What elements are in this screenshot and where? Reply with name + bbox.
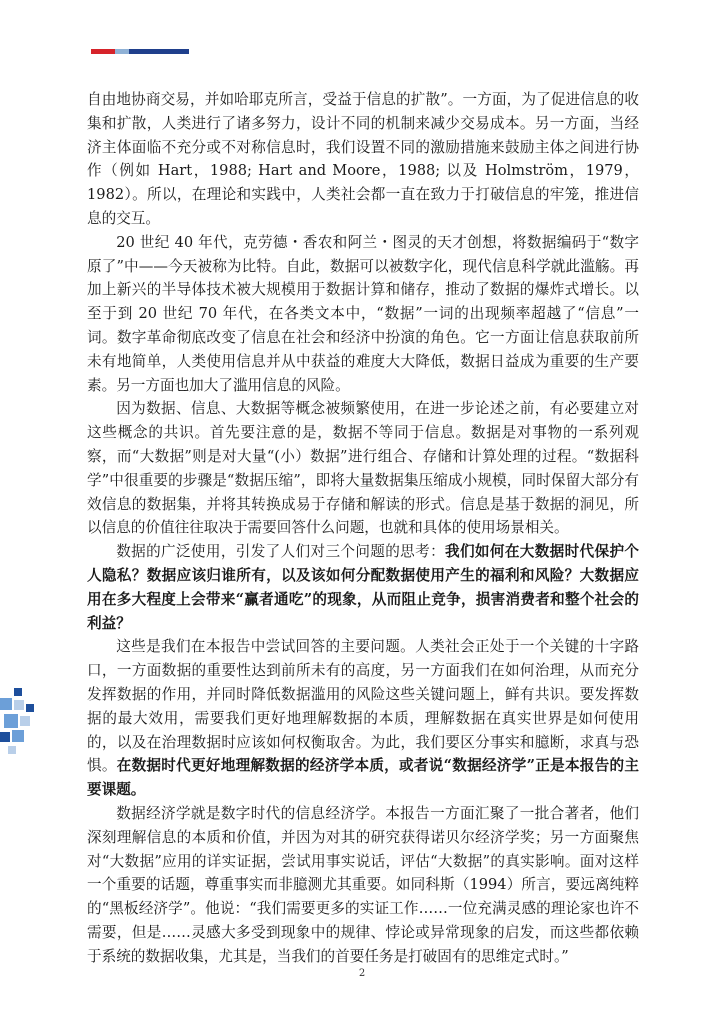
paragraph-run: 数据经济学就是数字时代的信息经济学。本报告一方面汇聚了一批合著者，他们深刻理解信息的本质和价值，并因为对其的研究获得诺贝尔经济学奖；另一方面聚焦对“大数据”应用的详实证据，尝试用事实说话，评估“大数据”的真实影响。面对这样一个重要的话题，尊重事实而非臆测尤其重要。如同科斯（1994）所言，要远离纯粹的“黑板经济学”。他说：“我们需要更多的实证工作……一位充满灵感的理论家也许不需要，但是……灵感大多受到现象中的规律、悖论或异常现象的启发，而这些都依赖于系统的数据收集，尤其是，当我们的首要任务是打破固有的思维定式时。” bbox=[87, 804, 639, 965]
paragraph-run: 这些是我们在本报告中尝试回答的主要问题。人类社会正处于一个关键的十字路口，一方面数据的重要性达到前所未有的高度，另一方面我们在如何治理，从而充分发挥数据的作用，并同时降低数据滥用的风险这些关键问题上，鲜有共识。要发挥数据的最大效用，需要我们更好地理解数据的本质，理解数据在真实世界是如何使用的，以及在治理数据时应该如何权衡取舍。为此，我们要区分事实和臆断，求真与恐惧。 bbox=[87, 638, 639, 775]
paragraph-1 bbox=[87, 88, 639, 231]
mosaic-square bbox=[4, 714, 18, 728]
paragraph-run-bold: 在数据时代更好地理解数据的经济学本质，或者说“数据经济学”正是本报告的主要课题。 bbox=[87, 757, 639, 799]
body-text bbox=[87, 88, 639, 968]
mosaic-square bbox=[14, 700, 24, 710]
margin-mosaic-decoration bbox=[0, 688, 40, 778]
paragraph-run: 自由地协商交易，并如哈耶克所言，受益于信息的扩散”。一方面，为了促进信息的收集和扩散，人类进行了诸多努力，设计不同的机制来减少交易成本。另一方面，当经济主体面临不充分或不对称信息时，我们设置不同的激励措施来鼓励主体之间进行协作（例如 Hart，1988; Hart and Moore，1988; 以及 Holmström，1979，1982）。所以，在理论和实践中，人类社会都一直在致力于打破信息的牢笼，推进信息的交互。 bbox=[87, 91, 639, 227]
mosaic-square bbox=[0, 732, 10, 742]
mosaic-square bbox=[14, 688, 22, 696]
mosaic-square bbox=[8, 746, 16, 754]
accent-bar-navy bbox=[129, 49, 189, 54]
paragraph-2 bbox=[87, 231, 639, 398]
mosaic-square bbox=[20, 716, 30, 726]
page-number: 2 bbox=[358, 968, 366, 979]
mosaic-square bbox=[26, 704, 34, 712]
accent-bar-lightblue bbox=[115, 49, 129, 54]
header-accent-bar bbox=[91, 49, 189, 54]
paragraph-run: 因为数据、信息、大数据等概念被频繁使用，在进一步论述之前，有必要建立对这些概念的共识。首先要注意的是，数据不等同于信息。数据是对事物的一系列观察，而“大数据”则是对大量“(小）数据”进行组合、存储和计算处理的过程。“数据科学”中很重要的步骤是“数据压缩”，即将大量数据集压缩成小规模，同时保留大部分有效信息的数据集，并将其转换成易于存储和解读的形式。信息是基于数据的洞见，所以信息的价值往往取决于需要回答什么问题，也就和具体的使用场景相关。 bbox=[87, 400, 639, 537]
paragraph-run: 20 世纪 40 年代，克劳德・香农和阿兰・图灵的天才创想，将数据编码于“数字原了”中——今天被称为比特。自此，数据可以被数字化，现代信息科学就此滥觞。再加上新兴的半导体技术被大规模用于数据计算和储存，推动了数据的爆炸式增长。以至于到 20 世纪 70 年代，在各类文本中，“数据”一词的出现频率超越了“信息”一词。数字革命彻底改变了信息在社会和经济中扮演的角色。它一方面让信息获取前所未有地简单，人类使用信息并从中获益的难度大大降低，数据日益成为重要的生产要素。另一方面也加大了滥用信息的风险。 bbox=[87, 233, 639, 394]
paragraph-3 bbox=[87, 397, 639, 540]
paragraph-run: 数据的广泛使用，引发了人们对三个问题的思考： bbox=[116, 543, 446, 561]
mosaic-square bbox=[12, 730, 24, 742]
paragraph-run-bold: 我们如何在大数据时代保护个人隐私？数据应该归谁所有，以及该如何分配数据使用产生的福利和风险？大数据应用在多大程度上会带来“赢者通吃”的现象，从而阻止竞争，损害消费者和整个社会的利益？ bbox=[87, 543, 639, 632]
paragraph-6 bbox=[87, 802, 639, 969]
paragraph-5 bbox=[87, 635, 639, 802]
paragraph-4 bbox=[87, 540, 639, 635]
mosaic-square bbox=[0, 698, 12, 710]
accent-bar-red bbox=[91, 49, 115, 54]
